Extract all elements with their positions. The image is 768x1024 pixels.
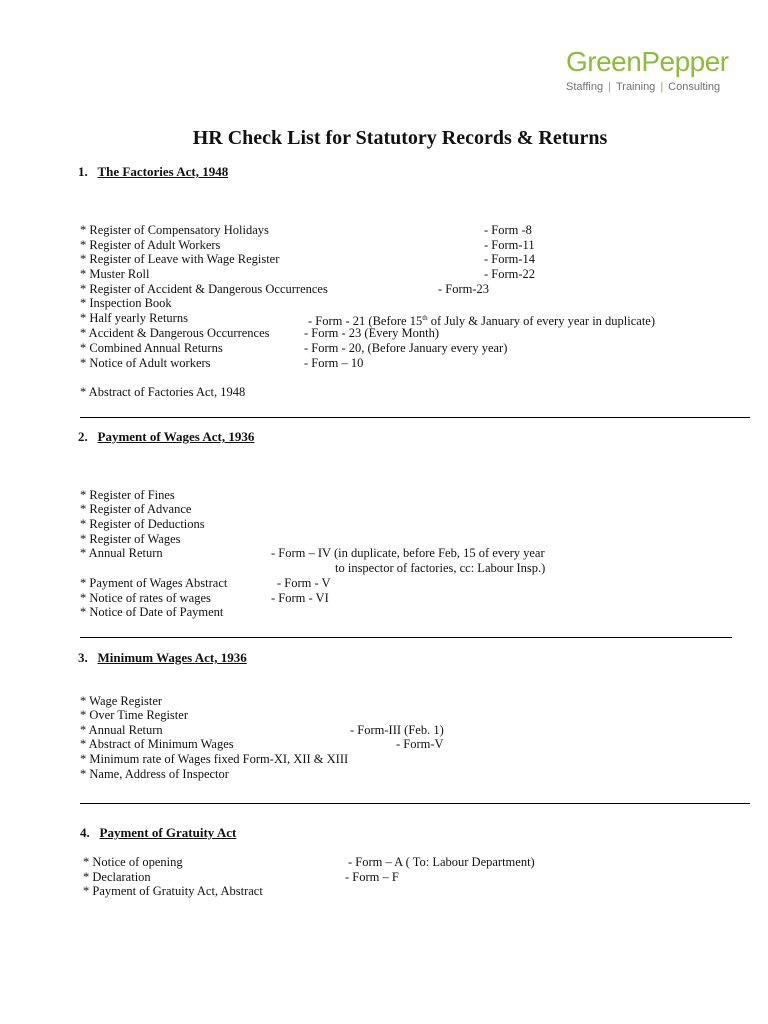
tagline-consulting: Consulting	[668, 81, 721, 93]
list-item: * Register of Advance	[80, 502, 192, 516]
list-item: * Combined Annual Returns	[80, 341, 223, 355]
list-item: * Over Time Register	[80, 708, 188, 722]
list-item: * Register of Wages	[80, 532, 181, 546]
list-item: * Register of Leave with Wage Register	[80, 252, 280, 266]
form-ref: - Form - VI	[271, 591, 329, 605]
list-item: * Annual Return	[80, 723, 163, 737]
list-item: * Name, Address of Inspector	[80, 767, 229, 781]
form-ref: - Form -8	[484, 223, 532, 237]
list-item: * Annual Return	[80, 546, 163, 560]
form-ref: - Form – A ( To: Labour Department)	[348, 855, 535, 869]
list-item: * Notice of rates of wages	[80, 591, 211, 605]
tagline-training: Training	[615, 81, 656, 93]
form-ref: - Form-V	[396, 737, 444, 751]
section-heading: 1. The Factories Act, 1948	[78, 164, 229, 179]
form-ref: - Form – 10	[304, 356, 364, 370]
tagline-staffing: Staffing	[566, 81, 604, 93]
list-item: * Payment of Gratuity Act, Abstract	[83, 884, 263, 898]
form-ref: - Form - 21 (Before 15th of July & January of every year in duplicate)	[308, 314, 656, 329]
form-ref: - Form – IV (in duplicate, before Feb, 15 of every year	[271, 546, 545, 560]
form-ref: - Form-11	[484, 238, 535, 252]
section-heading: 2. Payment of Wages Act, 1936	[78, 429, 255, 444]
form-ref: - Form-22	[484, 267, 536, 281]
list-item: * Accident & Dangerous Occurrences	[80, 326, 270, 340]
list-item: * Register of Deductions	[80, 517, 205, 531]
form-ref: - Form-14	[484, 252, 536, 266]
list-item: * Payment of Wages Abstract	[80, 576, 228, 590]
section-heading: 4. Payment of Gratuity Act	[80, 825, 237, 840]
divider	[80, 417, 750, 418]
list-item: * Half yearly Returns	[80, 311, 188, 325]
form-ref: - Form - 20, (Before January every year)	[304, 341, 508, 355]
divider	[80, 803, 750, 804]
list-item: * Notice of Adult workers	[80, 356, 211, 370]
list-item: * Notice of Date of Payment	[80, 605, 224, 619]
list-item: * Register of Fines	[80, 488, 175, 502]
company-tagline: Staffing | Training | Consulting	[566, 81, 721, 93]
company-logo: GreenPepper	[566, 46, 729, 77]
section-heading: 3. Minimum Wages Act, 1936	[78, 650, 247, 665]
form-ref: - Form-III (Feb. 1)	[350, 723, 444, 737]
list-item: * Register of Adult Workers	[80, 238, 221, 252]
form-ref: - Form - V	[277, 576, 331, 590]
list-item: * Wage Register	[80, 694, 163, 708]
form-ref: - Form - 23 (Every Month)	[304, 326, 440, 340]
form-ref: to inspector of factories, cc: Labour Insp.)	[335, 561, 546, 575]
page-title: HR Check List for Statutory Records & Returns	[192, 127, 608, 149]
list-item: * Muster Roll	[80, 267, 150, 281]
list-item: * Declaration	[83, 870, 151, 884]
form-ref: - Form-23	[438, 282, 490, 296]
form-ref: - Form – F	[345, 870, 399, 884]
list-item: * Abstract of Factories Act, 1948	[80, 385, 246, 399]
list-item: * Inspection Book	[80, 296, 172, 310]
list-item: * Abstract of Minimum Wages	[80, 737, 234, 751]
list-item: * Register of Compensatory Holidays	[80, 223, 269, 237]
list-item: * Register of Accident & Dangerous Occurrences	[80, 282, 328, 296]
list-item: * Minimum rate of Wages fixed Form-XI, XII & XIII	[80, 752, 349, 766]
divider	[80, 637, 732, 638]
list-item: * Notice of opening	[83, 855, 183, 869]
